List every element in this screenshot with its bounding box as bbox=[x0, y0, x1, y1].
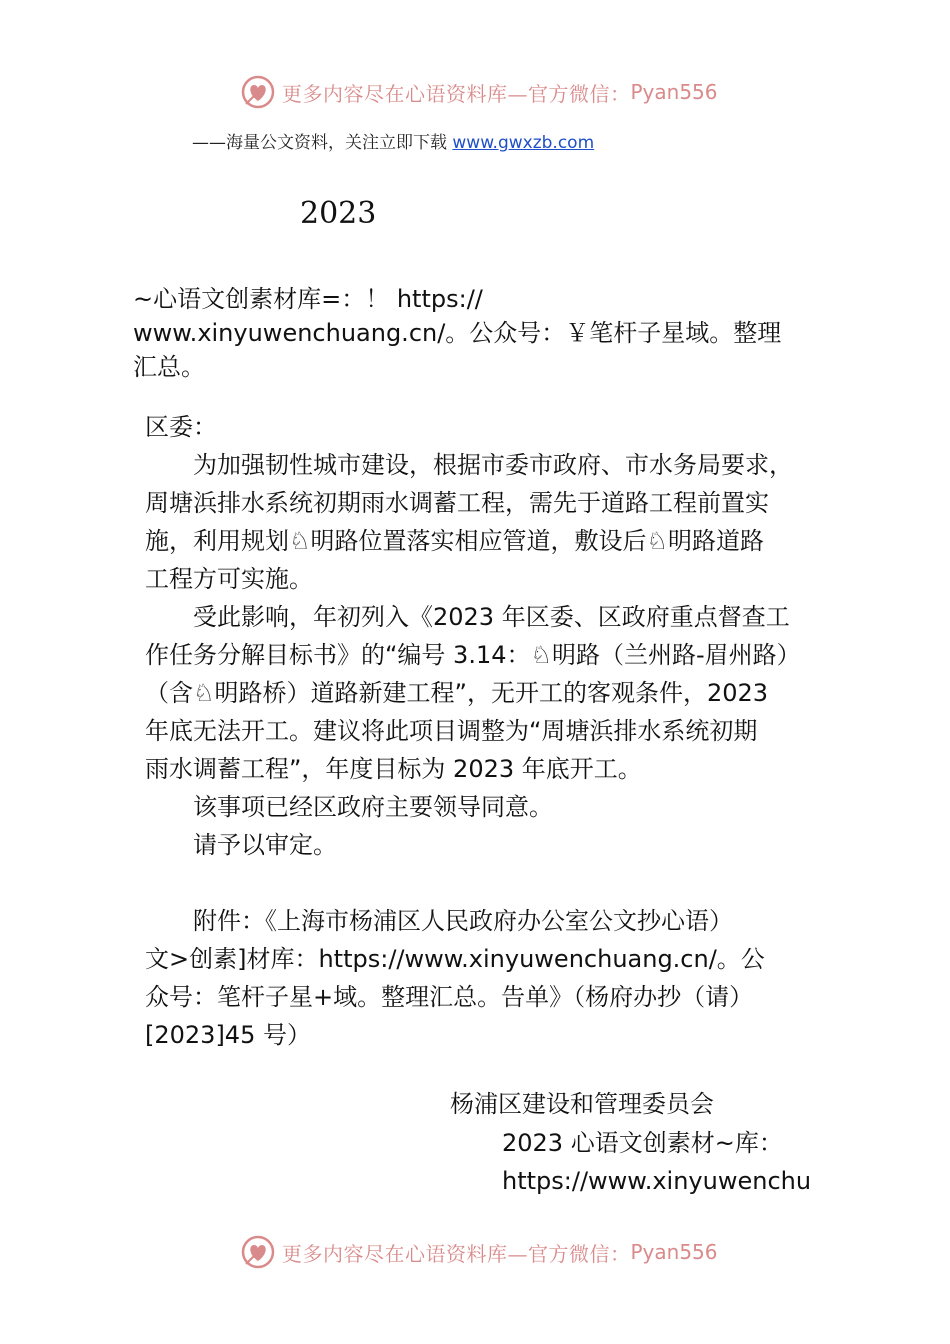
download-subline bbox=[192, 128, 594, 153]
paragraph-line: 施，利用规划♘明路位置落实相应管道，敷设后♘明路道路 bbox=[145, 527, 765, 555]
paragraph-line: 受此影响，年初列入《2023 年区委、区政府重点督查工 bbox=[193, 603, 790, 631]
attachment-note bbox=[145, 902, 825, 1054]
attachment-line: 附件：《上海市杨浦区人民政府办公室公文抄心语） bbox=[193, 907, 733, 935]
attachment-line: 众号：笔杆子星+域。整理汇总。告单》（杨府办抄（请） bbox=[145, 983, 754, 1011]
heart-logo-icon bbox=[240, 74, 276, 110]
footer-watermark bbox=[240, 1232, 718, 1272]
signature-date-block bbox=[502, 1124, 811, 1200]
paragraph-1 bbox=[145, 446, 825, 598]
paragraph-line: 周塘浜排水系统初期雨水调蓄工程，需先于道路工程前置实 bbox=[145, 489, 769, 517]
download-link[interactable]: www.gwxzb.com bbox=[452, 133, 595, 153]
paragraph-line: 年底无法开工。建议将此项目调整为“周塘浜排水系统初期 bbox=[145, 717, 758, 745]
paragraph-line: 作任务分解目标书》的“编号 3.14：♘明路（兰州路-眉州路） bbox=[145, 641, 801, 669]
paragraph-2 bbox=[145, 598, 825, 788]
source-line: www.xinyuwenchuang.cn/。公众号：￥笔杆子星域。整理 bbox=[133, 319, 782, 347]
paragraph-line: 工程方可实施。 bbox=[145, 565, 313, 593]
paragraph-line: 雨水调蓄工程”，年度目标为 2023 年底开工。 bbox=[145, 755, 642, 783]
source-line: ~心语文创素材库=：！ https:// bbox=[133, 285, 483, 313]
header-watermark bbox=[240, 72, 718, 112]
document-body bbox=[145, 408, 825, 1054]
document-year: 2023 bbox=[300, 196, 377, 231]
attachment-line: [2023]45 号） bbox=[145, 1021, 311, 1049]
paragraph-3: 该事项已经区政府主要领导同意。 bbox=[193, 793, 553, 821]
paragraph-line: 为加强韧性城市建设，根据市委市政府、市水务局要求， bbox=[193, 451, 793, 479]
source-note bbox=[133, 282, 833, 384]
paragraph-line: （含♘明路桥）道路新建工程”，无开工的客观条件，2023 bbox=[145, 679, 769, 707]
watermark-wechat-id: Pyan556 bbox=[630, 80, 718, 104]
watermark-text: 更多内容尽在心语资料库—官方微信： bbox=[282, 1241, 631, 1266]
attachment-line: 文>创素]材库：https://www.xinyuwenchuang.cn/。公 bbox=[145, 945, 765, 973]
subline-text: ——海量公文资料，关注立即下载 bbox=[192, 133, 453, 153]
paragraph-4: 请予以审定。 bbox=[193, 831, 337, 859]
heart-logo-icon bbox=[240, 1234, 276, 1270]
salutation: 区委： bbox=[145, 413, 217, 441]
signature-date-line: https://www.xinyuwenchu bbox=[502, 1167, 812, 1195]
spacer bbox=[145, 864, 825, 902]
source-line: 汇总。 bbox=[133, 353, 205, 381]
signature-date-line: 2023 心语文创素材~库： bbox=[502, 1129, 783, 1157]
watermark-text: 更多内容尽在心语资料库—官方微信： bbox=[282, 81, 631, 106]
watermark-wechat-id: Pyan556 bbox=[630, 1240, 718, 1264]
signature-organization: 杨浦区建设和管理委员会 bbox=[450, 1090, 714, 1118]
